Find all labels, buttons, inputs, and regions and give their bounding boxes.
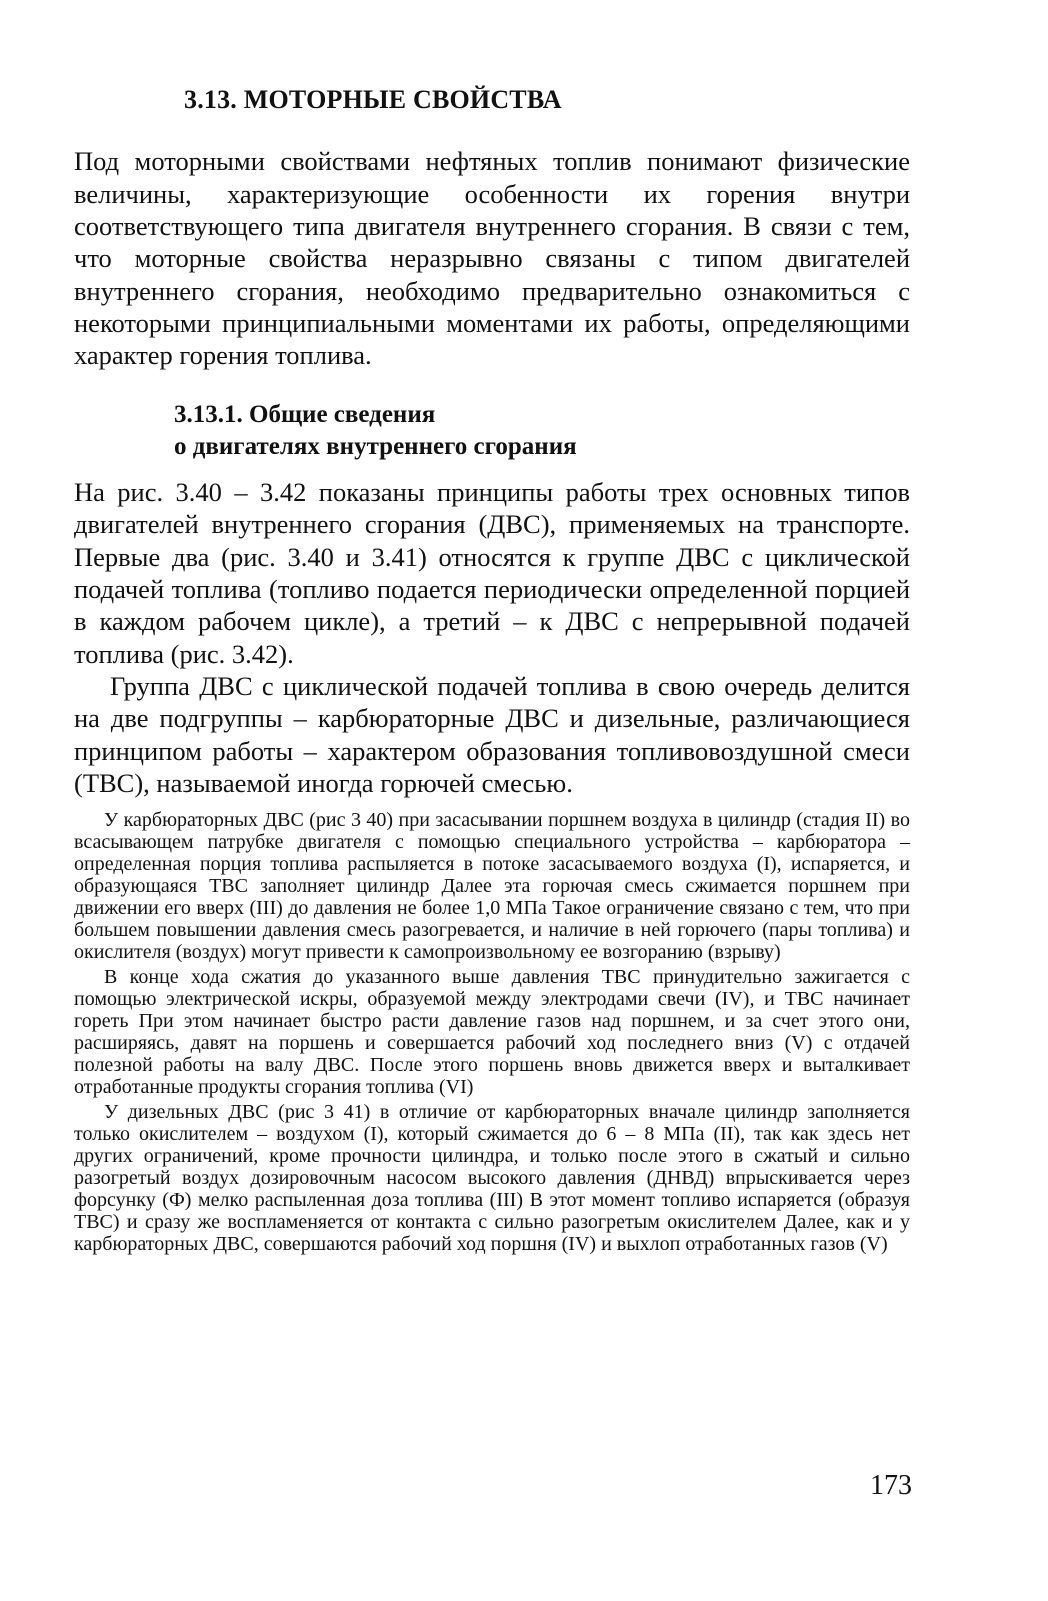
subsection-title (174, 399, 910, 462)
page-number: 173 (870, 1470, 912, 1501)
page-content (74, 84, 910, 1255)
small-paragraph-ignition: В конце хода сжатия до указанного выше давления ТВС принудительно зажигается с помощью электрической искры, образуемой между электродами свечи (IV), и ТВС начинает гореть При этом начинает быстро расти давление газов над поршнем, и за счет этого они, расширяясь, давят на поршень и совершается рабочий ход последнего вниз (V) с отдачей полезной работы на валу ДВС. После этого поршень вновь движется вверх и выталкивает отработанные продукты сгорания топлива (VI) (74, 966, 910, 1099)
body-paragraph-2: Группа ДВС с циклической подачей топлива в свою очередь делится на две подгруппы – карбюраторные ДВС и дизельные, различающиеся принципом работы – характером образования топливовоздушной смеси (ТВС), называемой иногда горючей смесью. (74, 670, 910, 798)
section-title: 3.13. МОТОРНЫЕ СВОЙСТВА (184, 85, 562, 114)
small-paragraph-carburetor: У карбюраторных ДВС (рис 3 40) при засасывании поршнем воздуха в цилиндр (стадия II) во всасывающем патрубке двигателя с помощью специального устройства – карбюратора – определенная порция топлива распыляется в потоке засасываемого воздуха (I), испаряется, и образующаяся ТВС заполняет цилиндр Далее эта горючая смесь сжимается поршнем при движении его вверх (III) до давления не более 1,0 МПа Такое ограничение связано с тем, что при большем повышении давления смесь разогревается, и наличие в ней горючего (пары топлива) и окислителя (воздух) могут привести к самопроизвольному ее возгоранию (взрыву) (74, 809, 910, 964)
small-paragraph-diesel: У дизельных ДВС (рис 3 41) в отличие от карбюраторных вначале цилиндр заполняется только окислителем – воздухом (I), который сжимается до 6 – 8 МПа (II), так как здесь нет других ограничений, кроме прочности цилиндра, и только после этого в сжатый и сильно разогретый воздух дозировочным насосом высокого давления (ДНВД) впрыскивается через форсунку (Ф) мелко распыленная доза топлива (III) В этот момент топливо испаряется (образуя ТВС) и сразу же воспламеняется от контакта с сильно разогретым окислителем Далее, как и у карбюраторных ДВС, совершаются рабочий ход поршня (IV) и выхлоп отработанных газов (V) (74, 1101, 910, 1256)
intro-paragraph: Под моторными свойствами нефтяных топлив понимают физические величины, характеризующие особенности их горения внутри соответствующего типа двигателя внутреннего сгорания. В связи с тем, что моторные свойства неразрывно связаны с типом двигателей внутреннего сгорания, необходимо предварительно ознакомиться с некоторыми принципиальными моментами их работы, определяющими характер горения топлива. (74, 146, 910, 371)
subsection-title-line-2: о двигателях внутреннего сгорания (174, 432, 577, 460)
small-print-section (74, 809, 910, 1255)
subsection-title-line-1: 3.13.1. Общие сведения (174, 401, 436, 429)
body-paragraph-1: На рис. 3.40 – 3.42 показаны принципы работы трех основных типов двигателей внутреннего сгорания (ДВС), применяемых на транспорте. Первые два (рис. 3.40 и 3.41) относятся к группе ДВС с циклической подачей топлива (топливо подается периодически определенной порцией в каждом рабочем цикле), а третий – к ДВС с непрерывной подачей топлива (рис. 3.42). (74, 476, 910, 669)
